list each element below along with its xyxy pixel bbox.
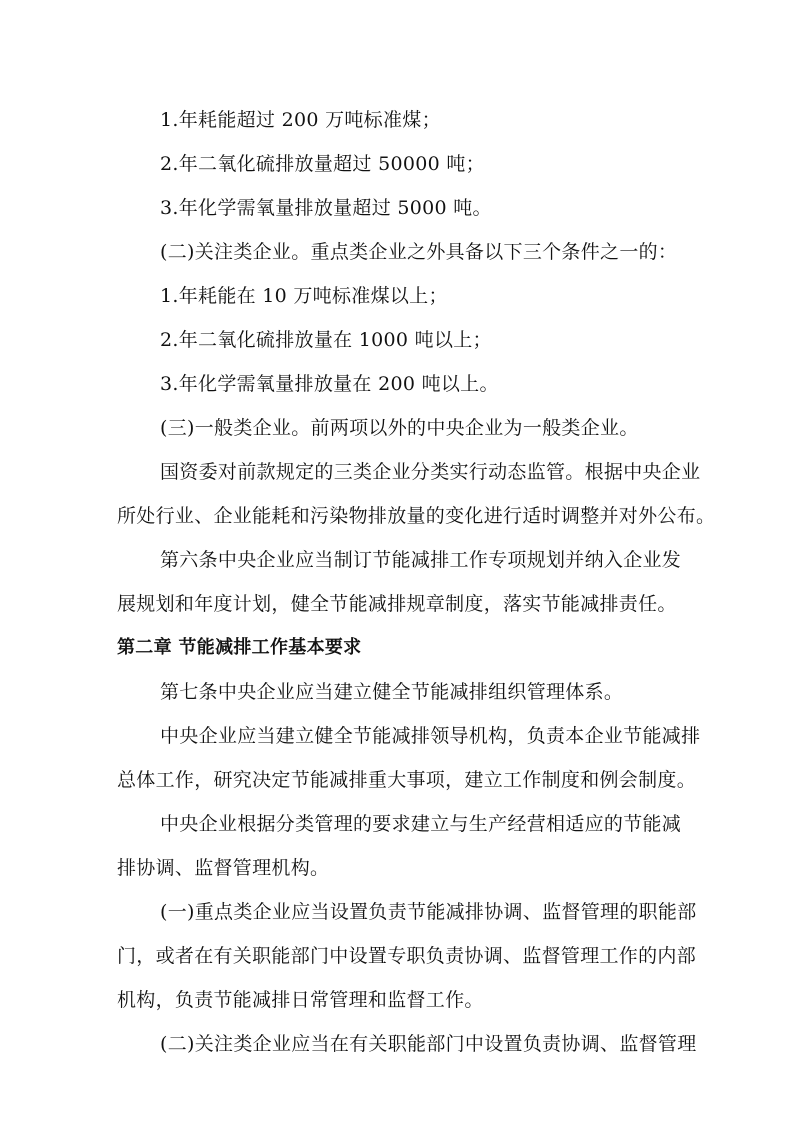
text-line: 中央企业根据分类管理的要求建立与生产经营相适应的节能减 bbox=[160, 813, 682, 835]
text-line: 第六条中央企业应当制订节能减排工作专项规划并纳入企业发 bbox=[160, 549, 682, 571]
text-line: 排协调、监督管理机构。 bbox=[117, 857, 330, 879]
text-line: (三)一般类企业。前两项以外的中央企业为一般类企业。 bbox=[160, 417, 639, 439]
text-line: (二)关注类企业。重点类企业之外具备以下三个条件之一的： bbox=[160, 241, 678, 263]
text-line: 展规划和年度计划，健全节能减排规章制度，落实节能减排责任。 bbox=[117, 593, 677, 615]
text-line: 中央企业应当建立健全节能减排领导机构，负责本企业节能减排 bbox=[160, 725, 701, 747]
text-line: 1.年耗能超过 200 万吨标准煤； bbox=[160, 109, 441, 131]
text-line: 3.年化学需氧量排放量在 200 吨以上。 bbox=[160, 373, 499, 395]
chapter-heading: 第二章 节能减排工作基本要求 bbox=[117, 637, 362, 658]
text-line: 1.年耗能在 10 万吨标准煤以上； bbox=[160, 285, 448, 307]
text-line: 第七条中央企业应当建立健全节能减排组织管理体系。 bbox=[160, 681, 624, 703]
text-line: (一)重点类企业应当设置负责节能减排协调、监督管理的职能部 bbox=[160, 901, 697, 923]
text-line: 门，或者在有关职能部门中设置专职负责协调、监督管理工作的内部 bbox=[117, 945, 697, 967]
text-line: 机构，负责节能减排日常管理和监督工作。 bbox=[117, 989, 484, 1011]
text-line: 2.年二氧化硫排放量在 1000 吨以上； bbox=[160, 329, 492, 351]
text-line: 所处行业、企业能耗和污染物排放量的变化进行适时调整并对外公布。 bbox=[117, 505, 716, 527]
text-line: 总体工作，研究决定节能减排重大事项，建立工作制度和例会制度。 bbox=[117, 769, 697, 791]
text-line: 2.年二氧化硫排放量超过 50000 吨； bbox=[160, 153, 485, 175]
text-line: 3.年化学需氧量排放量超过 5000 吨。 bbox=[160, 197, 492, 219]
text-line: (二)关注类企业应当在有关职能部门中设置负责协调、监督管理 bbox=[160, 1033, 697, 1055]
text-line: 国资委对前款规定的三类企业分类实行动态监管。根据中央企业 bbox=[160, 461, 701, 483]
